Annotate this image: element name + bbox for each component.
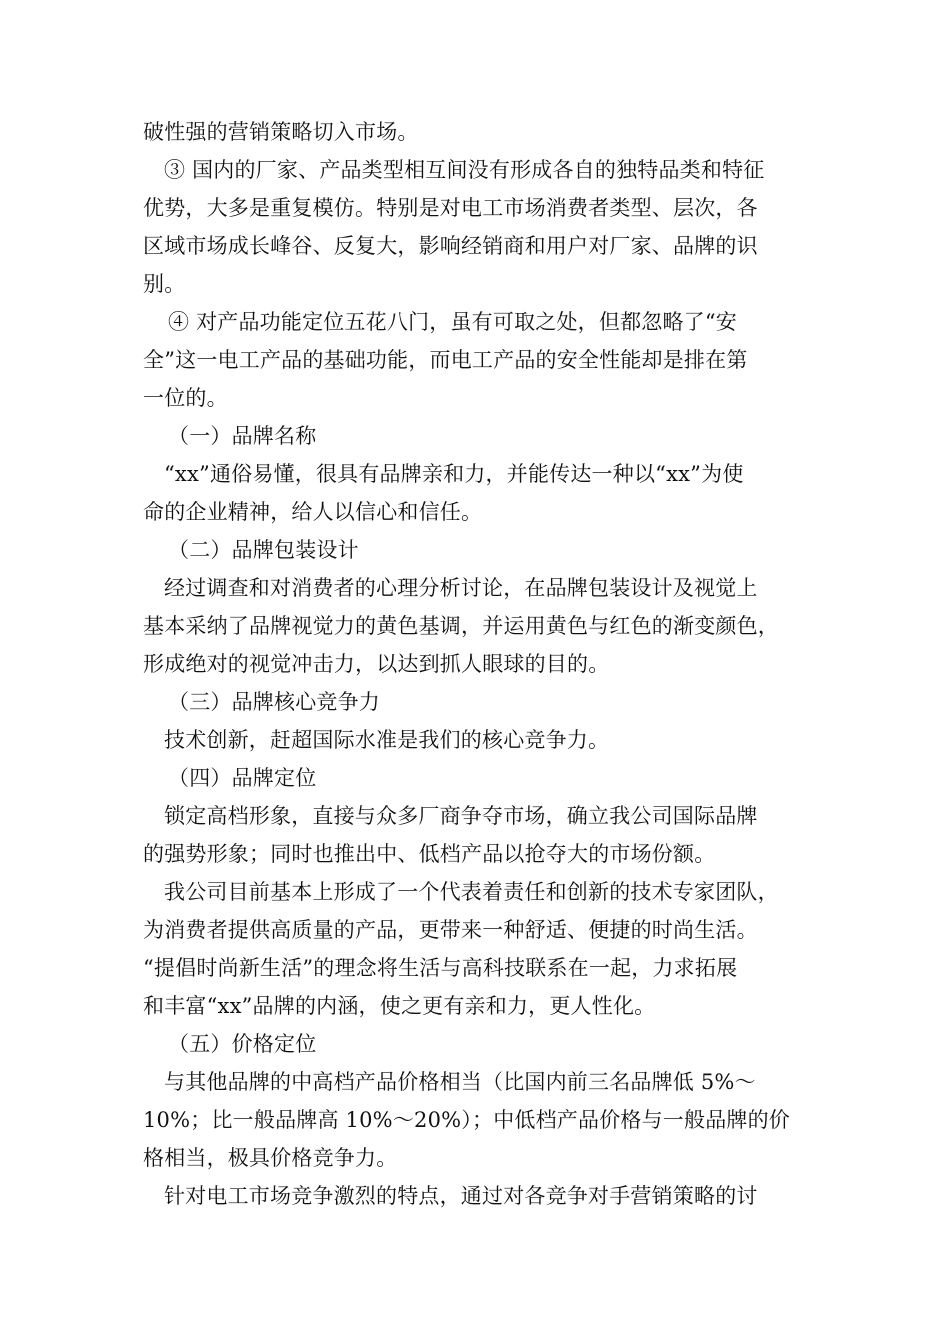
section-heading: （二）品牌包装设计 (168, 538, 359, 562)
section-heading: （四）品牌定位 (168, 766, 317, 790)
document-body (143, 113, 815, 1215)
text-line: 别。 (143, 272, 186, 296)
text-line: 针对电工市场竞争激烈的特点，通过对各竞争对手营销策略的讨 (164, 1184, 758, 1208)
text-line: 为消费者提供高质量的产品，更带来一种舒适、便捷的时尚生活。 (143, 918, 758, 942)
text-line: “提倡时尚新生活”的理念将生活与高科技联系在一起，力求拓展 (143, 956, 738, 980)
text-line: 破性强的营销策略切入市场。 (143, 120, 419, 144)
text-line: “xx”通俗易懂，很具有品牌亲和力，并能传达一种以“xx”为使 (164, 462, 744, 486)
text-line: 技术创新，赶超国际水准是我们的核心竞争力。 (164, 728, 610, 752)
text-line: 优势，大多是重复模仿。特别是对电工市场消费者类型、层次，各 (143, 196, 758, 220)
text-line: 锁定高档形象，直接与众多厂商争夺市场，确立我公司国际品牌 (164, 804, 758, 828)
text-line: 一位的。 (143, 386, 228, 410)
text-line: 形成绝对的视觉冲击力，以达到抓人眼球的目的。 (143, 652, 610, 676)
text-line: 基本采纳了品牌视觉力的黄色基调，并运用黄色与红色的渐变颜色， (143, 614, 779, 638)
text-line: 区域市场成长峰谷、反复大，影响经销商和用户对厂家、品牌的识 (143, 234, 758, 258)
text-line: 经过调查和对消费者的心理分析讨论，在品牌包装设计及视觉上 (164, 576, 758, 600)
text-line: ③ 国内的厂家、产品类型相互间没有形成各自的独特品类和特征 (164, 158, 765, 182)
text-line: 10%；比一般品牌高 10%～20%）；中低档产品价格与一般品牌的价 (143, 1108, 791, 1132)
text-line: 与其他品牌的中高档产品价格相当（比国内前三名品牌低 5%～ (164, 1070, 756, 1094)
section-heading: （三）品牌核心竞争力 (168, 690, 380, 714)
text-line: 我公司目前基本上形成了一个代表着责任和创新的技术专家团队， (164, 880, 779, 904)
text-line: 和丰富“xx”品牌的内涵，使之更有亲和力，更人性化。 (143, 994, 656, 1018)
text-line: 全”这一电工产品的基础功能，而电工产品的安全性能却是排在第 (143, 348, 748, 372)
text-line: 格相当，极具价格竞争力。 (143, 1146, 398, 1170)
text-line: 命的企业精神，给人以信心和信任。 (143, 500, 483, 524)
section-heading: （一）品牌名称 (168, 424, 317, 448)
text-line: ④ 对产品功能定位五花八门，虽有可取之处，但都忽略了“安 (168, 310, 738, 334)
section-heading: （五）价格定位 (168, 1032, 317, 1056)
text-line: 的强势形象；同时也推出中、低档产品以抢夺大的市场份额。 (143, 842, 716, 866)
